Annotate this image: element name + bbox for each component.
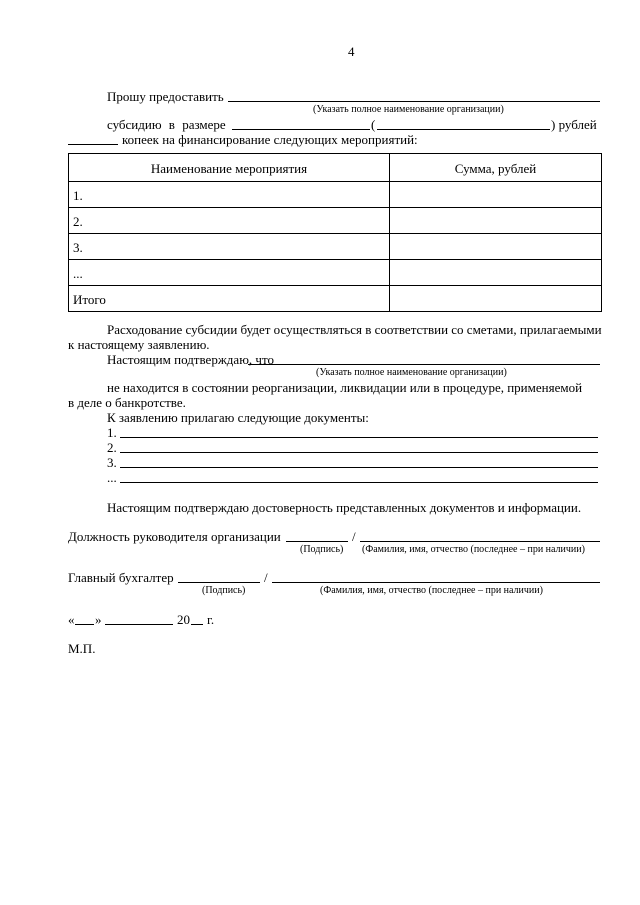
table-row-1: 1.	[73, 188, 83, 203]
request-lead: Прошу предоставить	[107, 89, 224, 104]
attachment-field-3[interactable]	[120, 467, 598, 468]
date-month-field[interactable]	[105, 624, 173, 625]
head-slash: /	[352, 529, 356, 544]
table-row-3: 3.	[73, 240, 83, 255]
kopecks-field[interactable]	[68, 144, 118, 145]
attachment-label-3: 3.	[107, 455, 117, 470]
spending-line-2: к настоящему заявлению.	[68, 337, 210, 352]
table-row-ellipsis: ...	[73, 266, 83, 281]
kopecks-label: копеек на финансирование следующих мероприятий:	[122, 132, 418, 147]
confirm-lead: Настоящим подтверждаю, что	[107, 352, 274, 367]
head-signature-field[interactable]	[286, 541, 348, 542]
accountant-slash: /	[264, 570, 268, 585]
org-name-field[interactable]	[228, 101, 600, 102]
page-number: 4	[348, 44, 355, 59]
accountant-label: Главный бухгалтер	[68, 570, 174, 585]
date-day-field[interactable]	[75, 624, 94, 625]
head-name-hint: (Фамилия, имя, отчество (последнее – при наличии)	[362, 544, 585, 555]
attachment-label-2: 2.	[107, 440, 117, 455]
subsidy-amount-words-field[interactable]	[377, 129, 550, 130]
attachment-field-4[interactable]	[120, 482, 598, 483]
table-row-2: 2.	[73, 214, 83, 229]
accountant-name-hint: (Фамилия, имя, отчество (последнее – при наличии)	[320, 585, 543, 596]
accountant-signature-field[interactable]	[178, 582, 260, 583]
subsidy-amount-field[interactable]	[232, 129, 370, 130]
subsidy-label: субсидию в размере	[107, 117, 226, 132]
date-year-field[interactable]	[191, 624, 203, 625]
authenticity-statement: Настоящим подтверждаю достоверность представленных документов и информации.	[107, 500, 582, 515]
paren-open: (	[371, 117, 376, 132]
date-year-suffix: г.	[207, 612, 215, 627]
confirm-org-field[interactable]	[248, 364, 600, 365]
rubles-label: ) рублей	[551, 117, 597, 132]
head-name-field[interactable]	[360, 541, 600, 542]
confirm-line-2: в деле о банкротстве.	[68, 395, 186, 410]
accountant-name-field[interactable]	[272, 582, 600, 583]
table-header-sum: Сумма, рублей	[454, 161, 537, 176]
attachment-field-2[interactable]	[120, 452, 598, 453]
head-label: Должность руководителя организации	[68, 529, 281, 544]
table-row-total: Итого	[73, 292, 106, 307]
accountant-sign-hint: (Подпись)	[202, 585, 246, 596]
attachment-label-1: 1.	[107, 425, 117, 440]
attachment-label-ellipsis: ...	[107, 470, 117, 485]
head-sign-hint: (Подпись)	[300, 544, 344, 555]
stamp-place: М.П.	[68, 641, 96, 656]
attachments-lead: К заявлению прилагаю следующие документы:	[107, 410, 369, 425]
confirm-org-hint: (Указать полное наименование организации)	[316, 367, 507, 378]
date-quote-open: «	[68, 612, 75, 627]
table-header-activity: Наименование мероприятия	[150, 161, 308, 176]
org-name-hint: (Указать полное наименование организации)	[313, 104, 504, 115]
spending-line-1: Расходование субсидии будет осуществляться в соответствии со сметами, прилагаемыми	[107, 322, 602, 337]
confirm-line-1: не находится в состоянии реорганизации, ликвидации или в процедуре, применяемой	[107, 380, 583, 395]
attachment-field-1[interactable]	[120, 437, 598, 438]
date-quote-close: »	[95, 612, 102, 627]
date-year-prefix: 20	[177, 612, 190, 627]
activities-table	[68, 153, 602, 312]
